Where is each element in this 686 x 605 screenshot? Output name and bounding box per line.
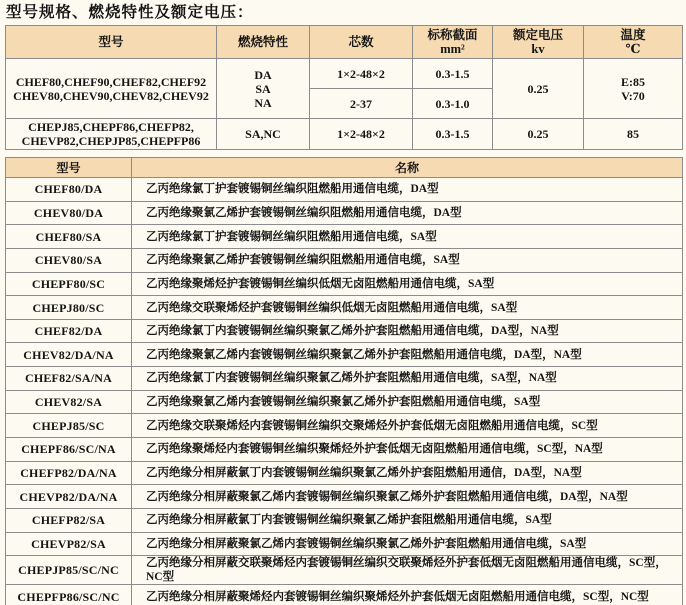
spec-cell-cores-group2: 1×2-48×2 bbox=[310, 119, 413, 150]
type-model-cell: CHEF80/DA bbox=[6, 178, 132, 202]
types-header-name: 名称 bbox=[132, 158, 683, 178]
type-model-cell: CHEVP82/SA bbox=[6, 532, 132, 556]
type-row bbox=[6, 390, 683, 414]
type-row bbox=[6, 225, 683, 249]
spec-cell-models-group2: CHEPJ85,CHEPF86,CHEFP82, CHEVP82,CHEPJP85,CHEPFP86 bbox=[6, 119, 217, 150]
spec-header-section: 标称截面 mm² bbox=[413, 26, 493, 59]
type-row bbox=[6, 343, 683, 367]
type-model-cell: CHEFP82/SA bbox=[6, 508, 132, 532]
type-row bbox=[6, 272, 683, 296]
type-name-cell: 乙丙绝缘氯丁护套镀锡铜丝编织阻燃船用通信电缆，SA型 bbox=[132, 225, 683, 249]
type-model-cell: CHEF80/SA bbox=[6, 225, 132, 249]
types-header-model: 型号 bbox=[6, 158, 132, 178]
type-name-cell: 乙丙绝缘聚氯乙烯护套镀锡铜丝编织阻燃船用通信电缆，DA型 bbox=[132, 201, 683, 225]
type-model-cell: CHEV80/SA bbox=[6, 248, 132, 272]
type-row bbox=[6, 178, 683, 202]
spec-cell-models-group1: CHEF80,CHEF90,CHEF82,CHEF92 CHEV80,CHEV90,CHEV82,CHEV92 bbox=[6, 59, 217, 119]
type-row bbox=[6, 201, 683, 225]
spec-cell-section-group2: 0.3-1.5 bbox=[413, 119, 493, 150]
type-row bbox=[6, 461, 683, 485]
type-name-cell: 乙丙绝缘分相屏蔽聚烯烃内套镀锡铜丝编织聚烯烃外护套低烟无卤阻燃船用通信电缆，SC型，NC型 bbox=[132, 585, 683, 605]
spec-header-row bbox=[6, 26, 683, 59]
type-row bbox=[6, 367, 683, 391]
type-row bbox=[6, 532, 683, 556]
type-model-cell: CHEV80/DA bbox=[6, 201, 132, 225]
page-title: 型号规格、燃烧特性及额定电压： bbox=[6, 4, 254, 21]
type-name-cell: 乙丙绝缘分相屏蔽交联聚烯烃内套镀锡铜丝编织交联聚烯烃外护套低烟无卤阻燃船用通信电缆，SC型，NC型 bbox=[132, 556, 683, 585]
spec-cell-voltage-group2: 0.25 bbox=[493, 119, 584, 150]
spec-header-temp: 温度 ℃ bbox=[584, 26, 683, 59]
type-name-cell: 乙丙绝缘聚氯乙烯内套镀锡铜丝编织聚氯乙烯外护套阻燃船用通信电缆，SA型 bbox=[132, 390, 683, 414]
type-name-cell: 乙丙绝缘分相屏蔽聚氯乙烯内套镀锡铜丝编织聚氯乙烯外护套阻燃船用通信电缆，DA型，NA型 bbox=[132, 485, 683, 509]
spec-table bbox=[5, 25, 683, 150]
type-model-cell: CHEVP82/DA/NA bbox=[6, 485, 132, 509]
type-row bbox=[6, 296, 683, 320]
type-row bbox=[6, 414, 683, 438]
spec-row-group1-sub1 bbox=[6, 59, 683, 89]
spec-row-group2 bbox=[6, 119, 683, 150]
types-table bbox=[5, 157, 683, 605]
spec-cell-temp-group2: 85 bbox=[584, 119, 683, 150]
type-name-cell: 乙丙绝缘聚氯乙烯护套镀锡铜丝编织阻燃船用通信电缆，SA型 bbox=[132, 248, 683, 272]
type-name-cell: 乙丙绝缘聚烯烃护套镀锡铜丝编织低烟无卤阻燃船用通信电缆，SA型 bbox=[132, 272, 683, 296]
type-model-cell: CHEPJ85/SC bbox=[6, 414, 132, 438]
type-name-cell: 乙丙绝缘交联聚烯烃护套镀锡铜丝编织低烟无卤阻燃船用通信电缆，SA型 bbox=[132, 296, 683, 320]
spec-header-cores: 芯数 bbox=[310, 26, 413, 59]
type-model-cell: CHEF82/DA bbox=[6, 319, 132, 343]
type-model-cell: CHEPF80/SC bbox=[6, 272, 132, 296]
type-model-cell: CHEFP82/DA/NA bbox=[6, 461, 132, 485]
type-row bbox=[6, 438, 683, 462]
type-name-cell: 乙丙绝缘氯丁内套镀锡铜丝编织聚氯乙烯外护套阻燃船用通信电缆，SA型，NA型 bbox=[132, 367, 683, 391]
type-model-cell: CHEPJ80/SC bbox=[6, 296, 132, 320]
type-row bbox=[6, 508, 683, 532]
spec-cell-temp-group1: E:85 V:70 bbox=[584, 59, 683, 119]
spec-header-model: 型号 bbox=[6, 26, 217, 59]
type-name-cell: 乙丙绝缘聚氯乙烯内套镀锡铜丝编织聚氯乙烯外护套阻燃船用通信电缆，DA型，NA型 bbox=[132, 343, 683, 367]
spec-header-burning: 燃烧特性 bbox=[217, 26, 310, 59]
type-model-cell: CHEV82/DA/NA bbox=[6, 343, 132, 367]
spec-header-voltage: 额定电压 kv bbox=[493, 26, 584, 59]
type-name-cell: 乙丙绝缘氯丁护套镀锡铜丝编织阻燃船用通信电缆，DA型 bbox=[132, 178, 683, 202]
type-model-cell: CHEV82/SA bbox=[6, 390, 132, 414]
types-header-row bbox=[6, 158, 683, 178]
type-row bbox=[6, 319, 683, 343]
spec-cell-section-sub1: 0.3-1.5 bbox=[413, 59, 493, 89]
type-name-cell: 乙丙绝缘分相屏蔽聚氯乙烯内套镀锡铜丝编织聚氯乙烯外护套阻燃船用通信电缆，SA型 bbox=[132, 532, 683, 556]
type-model-cell: CHEPF86/SC/NA bbox=[6, 438, 132, 462]
type-row bbox=[6, 585, 683, 605]
type-model-cell: CHEF82/SA/NA bbox=[6, 367, 132, 391]
type-name-cell: 乙丙绝缘分相屏蔽氯丁内套镀锡铜丝编织聚氯乙烯外护套阻燃船用通信，DA型，NA型 bbox=[132, 461, 683, 485]
type-model-cell: CHEPJP85/SC/NC bbox=[6, 556, 132, 585]
type-row bbox=[6, 248, 683, 272]
type-row bbox=[6, 556, 683, 585]
spec-cell-burning-group2: SA,NC bbox=[217, 119, 310, 150]
type-name-cell: 乙丙绝缘分相屏蔽氯丁内套镀锡铜丝编织聚氯乙烯护套阻燃船用通信电缆，SA型 bbox=[132, 508, 683, 532]
spec-cell-cores-sub1: 1×2-48×2 bbox=[310, 59, 413, 89]
spec-cell-cores-sub2: 2-37 bbox=[310, 89, 413, 119]
type-name-cell: 乙丙绝缘交联聚烯烃内套镀锡铜丝编织交聚烯烃外护套低烟无卤阻燃船用通信电缆，SC型 bbox=[132, 414, 683, 438]
spec-cell-section-sub2: 0.3-1.0 bbox=[413, 89, 493, 119]
spec-cell-burning-group1: DA SA NA bbox=[217, 59, 310, 119]
type-name-cell: 乙丙绝缘氯丁内套镀锡铜丝编织聚氯乙烯外护套阻燃船用通信电缆，DA型，NA型 bbox=[132, 319, 683, 343]
spec-cell-voltage-group1: 0.25 bbox=[493, 59, 584, 119]
type-name-cell: 乙丙绝缘聚烯烃内套镀锡铜丝编织聚烯烃外护套低烟无卤阻燃船用通信电缆，SC型，NA型 bbox=[132, 438, 683, 462]
type-model-cell: CHEPFP86/SC/NC bbox=[6, 585, 132, 605]
type-row bbox=[6, 485, 683, 509]
